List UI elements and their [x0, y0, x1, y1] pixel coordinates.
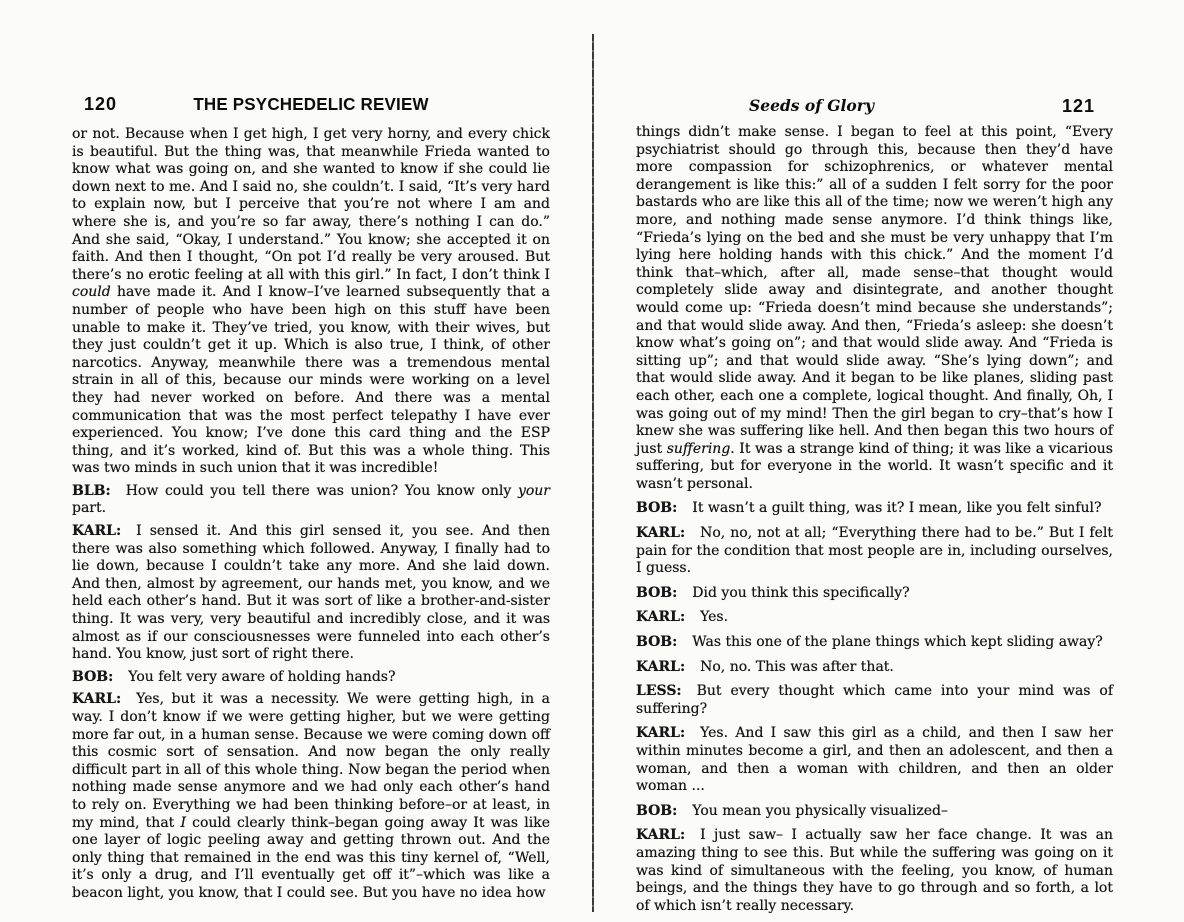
body-paragraph: [72, 126, 550, 478]
speaker-label: KARL:: [72, 523, 122, 540]
right-header-title: Seeds of Glory: [749, 96, 874, 115]
speaker-label: BOB:: [636, 500, 678, 517]
left-page-body: [72, 126, 550, 903]
text-segment: have made it. And I know–I’ve learned subsequently that a number of people who have been high on this stuff have been unable to make it. They’ve tried, you know, with their wives, but they just couldn’t get it up. Which is also true, I think, of other narcotics. Anyway, meanwhile there was a tremendous mental strain in all of this, because our minds were working on a level they had never worked on before. And there was a mental communication that was the most perfect telepathy I have ever experienced. You know; I’ve done this card thing and the ESP thing, and it’s worked, kind of. But this was a whole thing. This was two minds in such union that it was incredible!: [72, 284, 550, 477]
speaker-label: KARL:: [636, 658, 686, 675]
speaker-label: KARL:: [636, 827, 686, 844]
speaker-label: BOB:: [636, 802, 678, 819]
speaker-label: LESS:: [636, 683, 682, 700]
text-segment: But every thought which came into your mind was of suffering?: [636, 683, 1113, 717]
speaker-label: KARL:: [636, 725, 686, 742]
speaker-label: BOB:: [72, 668, 114, 685]
speaker-label: KARL:: [636, 609, 686, 626]
body-paragraph: [636, 124, 1113, 493]
text-segment: I sensed it. And this girl sensed it, you see. And then there was also something which followed. Anyway, I finally had to lie down, because I couldn’t take any more. And she laid down. And then, almost by agreement, our hands met, you know, and we held each other’s hand. But it was sort of like a brother-and-sister thing. It was very, very beautiful and incredibly close, and it was almost as if our consciousnesses were funneled into each other’s hand. You know, just sort of right there.: [72, 523, 550, 663]
left-page-header: [72, 94, 550, 118]
text-segment: I just saw– I actually saw her face change. It was an amazing thing to see this. But while the suffering was going on it was kind of simultaneous with the feeling, you know, of human beings, and the things they have to go through and so forth, a lot of which isn’t really necessary.: [636, 827, 1113, 914]
dialog-paragraph: [72, 483, 550, 518]
text-segment: Yes.: [700, 609, 729, 626]
text-segment: You mean you physically visualized–: [692, 802, 948, 819]
text-segment: You felt very aware of holding hands?: [128, 668, 396, 685]
dialog-paragraph: [636, 500, 1113, 518]
speaker-label: BLB:: [72, 482, 111, 499]
italic-text-segment: I: [180, 814, 186, 831]
text-segment: part.: [72, 500, 107, 517]
text-segment: or not. Because when I get high, I get very horny, and every chick is beautiful. But the thing was, that meanwhile Frieda wanted to know what was going on, and she wanted to know if she could lie down next to me. And I said no, she couldn’t. I said, “It’s very hard to explain now, but I perceive that you’re not where I am and where she is, and you’re so far away, there’s nothing I can do.” And she said, “Okay, I understand.” You know; she accepted it on faith. And then I thought, “On pot I’d really be very aroused. But there’s no erotic feeling at all with this girl.” In fact, I don’t think I: [72, 126, 550, 283]
italic-text-segment: could: [72, 284, 111, 301]
right-page-header: [636, 96, 1113, 118]
left-header-title: THE PSYCHEDELIC REVIEW: [193, 94, 429, 114]
right-page-body: [636, 124, 1113, 915]
text-segment: Did you think this specifically?: [692, 584, 910, 601]
dialog-paragraph: [72, 523, 550, 664]
speaker-label: KARL:: [636, 525, 686, 542]
text-segment: No, no. This was after that.: [700, 658, 894, 675]
dialog-paragraph: [636, 659, 1113, 677]
page-gutter-divider: [592, 34, 594, 912]
text-segment: could clearly think–began going away It was like one layer of logic peeling away and getting thrown out. And the only thing that remained in the end was this tiny kernel of, “Well, it’s only a drug, and I’ll eventually get off it”–which was like a beacon light, you know, that I could see. But you have no idea how: [72, 814, 550, 901]
dialog-paragraph: [636, 634, 1113, 652]
text-segment: . It was a strange kind of thing; it was like a vicarious suffering, but for everyone in the world. It wasn’t specific and it wasn’t personal.: [636, 440, 1113, 492]
text-segment: No, no, not at all; “Everything there had to be.” But I felt pain for the condition that most people are in, including ourselves, I guess.: [636, 525, 1113, 577]
text-segment: It wasn’t a guilt thing, was it? I mean, like you felt sinful?: [692, 500, 1102, 517]
dialog-paragraph: [636, 683, 1113, 718]
dialog-paragraph: [636, 803, 1113, 821]
speaker-label: BOB:: [636, 584, 678, 601]
text-segment: Was this one of the plane things which kept sliding away?: [692, 634, 1103, 651]
text-segment: Yes. And I saw this girl as a child, and then I saw her within minutes become a girl, and then an adolescent, and then a woman, and then a woman with children, and then an older woman ...: [636, 725, 1113, 795]
dialog-paragraph: [636, 725, 1113, 795]
text-segment: things didn’t make sense. I began to feel at this point, “Every psychiatrist should go through this, because then they’d have more compassion for schizophrenics, or whatever mental derangement is like this:” all of a sudden I felt sorry for the poor bastards who are like this all of the time; now we weren’t high any more, and nothing made sense anymore. I’d think things like, “Frieda’s lying on the bed and she must be very unhappy that I’m lying here holding hands with this chick.” And the moment I’d think that–which, after all, made sense–that thought would completely slide away and disintegrate, and another thought would come up: “Frieda doesn’t mind because she understands”; and that would slide away. And then, “Frieda’s asleep: she doesn’t know what’s going on”; and that would slide away. And “Frieda is sitting up”; and that would slide away. “She’s lying down”; and that would slide away. And it began to be like planes, sliding past each other, each one a complete, logical thought. And finally, Oh, I was going out of my mind! Then the girl began to cry–that’s how I knew she was suffering like hell. And then began this two hours of just: [636, 124, 1113, 457]
italic-text-segment: suffering: [666, 440, 731, 457]
dialog-paragraph: [72, 691, 550, 902]
dialog-paragraph: [72, 669, 550, 687]
right-page-number: 121: [1061, 96, 1095, 116]
dialog-paragraph: [636, 827, 1113, 915]
dialog-paragraph: [636, 609, 1113, 627]
text-segment: How could you tell there was union? You know only: [125, 482, 518, 499]
italic-text-segment: your: [517, 482, 550, 499]
dialog-paragraph: [636, 585, 1113, 603]
dialog-paragraph: [636, 525, 1113, 578]
speaker-label: BOB:: [636, 634, 678, 651]
right-page: [636, 96, 1113, 922]
text-segment: Yes, but it was a necessity. We were getting high, in a way. I don’t know if we were getting higher, but we were getting more far out, in a human sense. Because we were coming down off this cosmic sort of sensation. And now began the only really difficult part in all of this whole thing. Now began the period when nothing made sense anymore and we had only each other’s hand to rely on. Everything we had been thinking before–or at least, in my mind, that: [72, 691, 550, 831]
left-page-number: 120: [84, 94, 118, 114]
speaker-label: KARL:: [72, 691, 122, 708]
left-page: [72, 94, 550, 908]
